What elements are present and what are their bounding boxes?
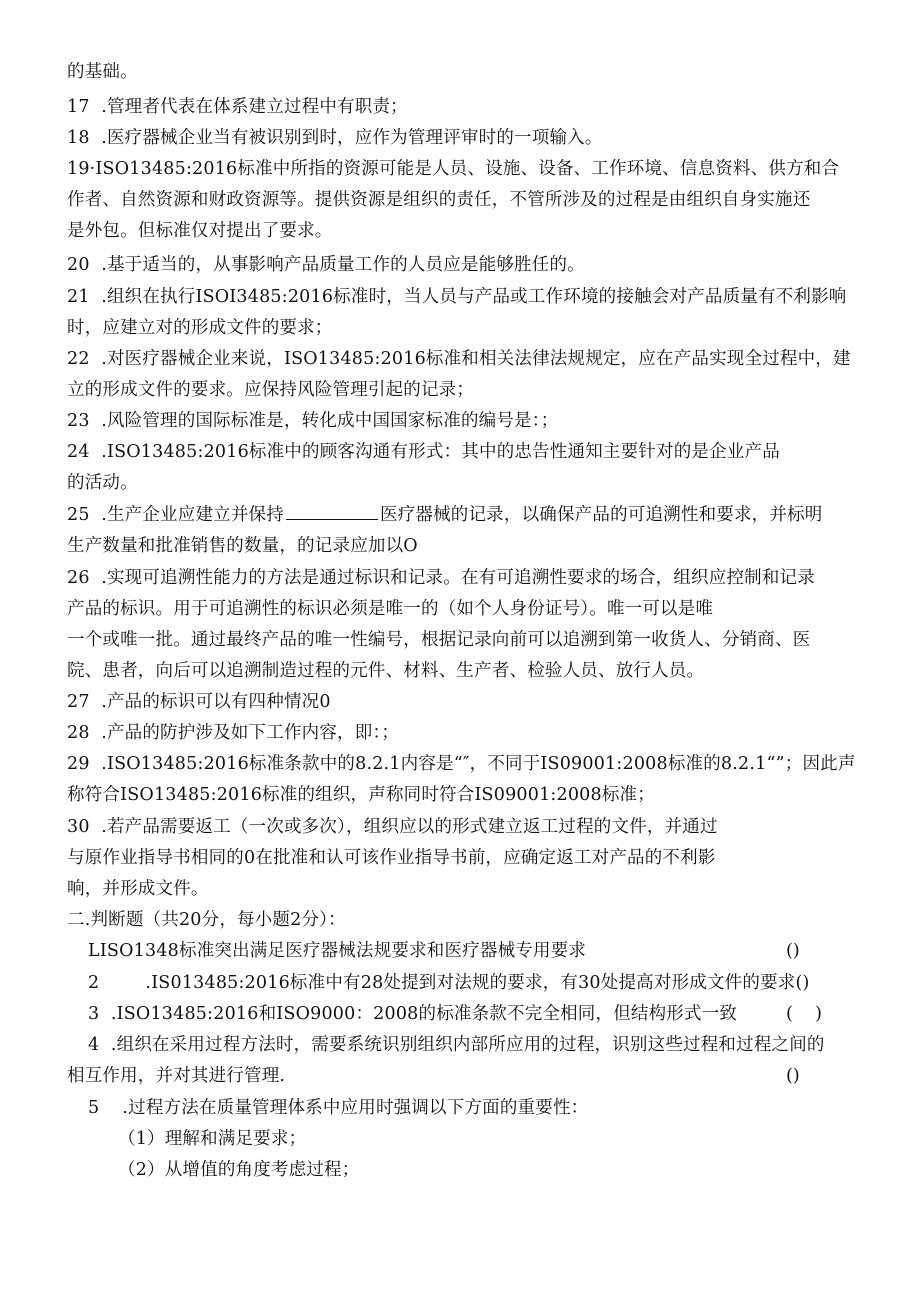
answer-bracket: ( ) <box>786 1004 822 1024</box>
fill-blank <box>286 504 378 520</box>
sub-item: （1）理解和满足要求； <box>118 1129 307 1149</box>
text-line: 27 .产品的标识可以有四种情况0 <box>67 692 331 712</box>
text-line: 17 .管理者代表在体系建立过程中有职责； <box>67 97 408 117</box>
judge-question: 2 .IS013485:2016标准中有28处提到对法规的要求，有30处提高对形成文件的要求() <box>88 973 810 993</box>
text-line: 称符合ISO13485:2016标准的组织，声称同时符合IS09001:2008标准； <box>67 785 655 805</box>
text-line: 一个或唯一批。通过最终产品的唯一性编号，根据记录向前可以追溯到第一收货人、分销商、医 <box>67 630 811 650</box>
text-line: 是外包。但标准仅对提出了要求。 <box>67 221 333 241</box>
text-line: 产品的标识。用于可追溯性的标识必须是唯一的（如个人身份证号）。唯一可以是唯 <box>67 599 714 619</box>
text-line: 时，应建立对的形成文件的要求； <box>67 318 333 338</box>
answer-bracket: () <box>786 941 800 961</box>
text-line: 院、患者，向后可以追溯制造过程的元件、材料、生产者、检验人员、放行人员。 <box>67 661 705 681</box>
text-line: 立的形成文件的要求。应保持风险管理引起的记录； <box>67 380 475 400</box>
text-line: 22 .对医疗器械企业来说，ISO13485:2016标准和相关法律法规规定，应在产品实现全过程中，建 <box>67 349 851 369</box>
text-line: 生产数量和批准销售的数量，的记录应加以O <box>67 536 418 556</box>
text-line: 18 .医疗器械企业当有被识别到时，应作为管理评审时的一项输入。 <box>67 128 603 148</box>
answer-bracket: () <box>786 1066 800 1086</box>
sub-item: （2）从增值的角度考虑过程； <box>118 1160 360 1180</box>
judge-question: 4 .组织在采用过程方法时，需要系统识别组织内部所应用的过程，识别这些过程和过程之间的 <box>88 1035 825 1055</box>
judge-question-cont: 相互作用，并对其进行管理. <box>67 1066 286 1086</box>
text-line: 与原作业指导书相同的0在批准和认可该作业指导书前，应确定返工对产品的不利影 <box>67 848 716 868</box>
text-line: 19·ISO13485:2016标准中所指的资源可能是人员、设施、设备、工作环境、信息资料、供方和合 <box>67 159 840 179</box>
text-line-25 <box>67 503 822 527</box>
section-heading: 二.判断题（共20分，每小题2分）： <box>67 910 346 930</box>
judge-question: 5 .过程方法在质量管理体系中应用时强调以下方面的重要性： <box>88 1098 589 1118</box>
text-line: 24 .ISO13485:2016标准中的顾客沟通有形式：其中的忠告性通知主要针对的是企业产品 <box>67 442 780 462</box>
text-line: 23 .风险管理的国际标准是，转化成中国国家标准的编号是：； <box>67 411 559 431</box>
text-line: 21 .组织在执行ISOI3485:2016标准时，当人员与产品或工作环境的接触会对产品质量有不利影响 <box>67 287 847 307</box>
text-line: 的活动。 <box>67 473 138 493</box>
judge-question: 3 .ISO13485:2016和ISO9000：2008的标准条款不完全相同，但结构形式一致 <box>88 1004 738 1024</box>
text-line: 20 .基于适当的，从事影响产品质量工作的人员应是能够胜任的。 <box>67 255 585 275</box>
text-line: 28 .产品的防护涉及如下工作内容，即：； <box>67 723 400 743</box>
text-line: 26 .实现可追溯性能力的方法是通过标识和记录。在有可追溯性要求的场合，组织应控制和记录 <box>67 568 815 588</box>
text-line: 29 .ISO13485:2016标准条款中的8.2.1内容是“″，不同于IS09001:2008标准的8.2.1“”；因此声 <box>67 754 856 774</box>
text-line: 响，并形成文件。 <box>67 879 209 899</box>
judge-question: LISO1348标准突出满足医疗器械法规要求和医疗器械专用要求 <box>88 941 587 961</box>
text-segment: 医疗器械的记录，以确保产品的可追溯性和要求，并标明 <box>379 505 823 525</box>
text-segment: 25 .生产企业应建立并保持 <box>67 505 284 525</box>
text-line: 的基础。 <box>67 62 138 82</box>
text-line: 30 .若产品需要返工（一次或多次），组织应以的形式建立返工过程的文件，并通过 <box>67 817 718 837</box>
text-line: 作者、自然资源和财政资源等。提供资源是组织的责任，不管所涉及的过程是由组织自身实施还 <box>67 190 811 210</box>
